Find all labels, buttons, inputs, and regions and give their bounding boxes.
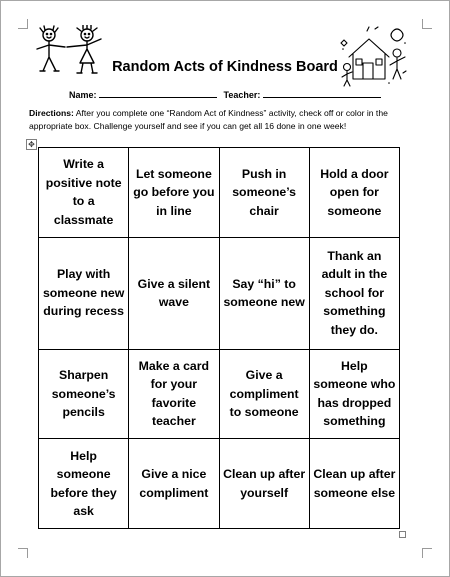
board-cell[interactable]: Help someone before they ask xyxy=(39,439,129,529)
board-cell[interactable]: Help someone who has dropped something xyxy=(309,349,399,439)
board-cell[interactable]: Give a silent wave xyxy=(129,237,219,349)
board-cell[interactable]: Give a compliment to someone xyxy=(219,349,309,439)
board-cell[interactable]: Let someone go before you in line xyxy=(129,148,219,238)
board-cell[interactable]: Make a card for your favorite teacher xyxy=(129,349,219,439)
kindness-board xyxy=(38,147,400,529)
crop-mark-bottom-left xyxy=(18,548,28,558)
table-resize-handle-icon[interactable] xyxy=(399,531,406,538)
table-move-handle-icon[interactable]: ✥ xyxy=(26,139,37,150)
board-cell[interactable]: Write a positive note to a classmate xyxy=(39,148,129,238)
board-row xyxy=(39,439,400,529)
directions-label: Directions: xyxy=(29,108,74,118)
board-cell[interactable]: Push in someone’s chair xyxy=(219,148,309,238)
board-row xyxy=(39,349,400,439)
board-cell[interactable]: Thank an adult in the school for something they do. xyxy=(309,237,399,349)
board-row xyxy=(39,237,400,349)
board-cell[interactable]: Give a nice compliment xyxy=(129,439,219,529)
kids-with-house-clipart xyxy=(339,23,413,89)
board-row xyxy=(39,148,400,238)
crop-mark-bottom-right xyxy=(422,548,432,558)
board-cell[interactable]: Sharpen someone’s pencils xyxy=(39,349,129,439)
crop-mark-top-left xyxy=(18,19,28,29)
teacher-blank[interactable] xyxy=(263,88,381,98)
name-label: Name: xyxy=(69,90,97,100)
board-cell[interactable]: Hold a door open for someone xyxy=(309,148,399,238)
name-blank[interactable] xyxy=(99,88,217,98)
crop-mark-top-right xyxy=(422,19,432,29)
board-cell[interactable]: Play with someone new during recess xyxy=(39,237,129,349)
board-cell[interactable]: Clean up after yourself xyxy=(219,439,309,529)
board-cell[interactable]: Clean up after someone else xyxy=(309,439,399,529)
directions xyxy=(29,107,421,133)
directions-text: After you complete one “Random Act of Kindness” activity, check off or color in the appropriate box. Challenge yourself and see if you can get all 16 done in one week! xyxy=(29,108,388,131)
board-cell[interactable]: Say “hi” to someone new xyxy=(219,237,309,349)
name-teacher-row xyxy=(69,88,381,100)
teacher-label: Teacher: xyxy=(223,90,261,100)
page-title: Random Acts of Kindness Board xyxy=(112,59,338,75)
